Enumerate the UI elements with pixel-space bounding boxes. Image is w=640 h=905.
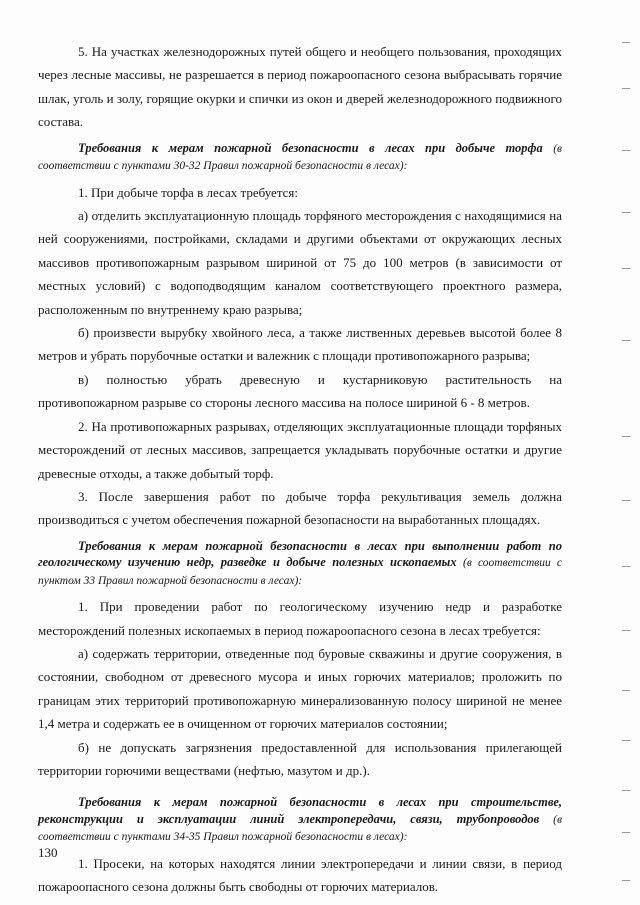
paragraph-peat-1: 1. При добыче торфа в лесах требуется: [78,184,299,200]
scan-mark [622,566,630,567]
scan-mark [622,340,630,341]
scan-mark [622,630,630,631]
section-note: (в соответствии с пунктами 34-35 Правил пожарной безопасности в лесах): [38,813,562,844]
paragraph-peat-2: 2. На противопожарных разрывах, отделяющих эксплуатационные площади торфяных месторождений от лесных массивов, запрещается укладывать порубочные остатки и другие древесные отходы, а также добытый торф. [38,418,562,481]
paragraph-peat-1a: а) отделить эксплуатационную площадь торфяного месторождения с находящимися на ней сооружениями, постройками, складами и другими объектами от окружающих лесных массивов противопожарным разрывом шириной от 75 до 100 метров (в зависимости от местных условий) с водоподводящим каналом соответствующего проектного размера, расположенным по внутреннему краю разрыва; [38,208,562,317]
scan-mark [622,212,630,213]
paragraph-railway-rules: 5. На участках железнодорожных путей общего и необщего пользования, проходящих через лесные массивы, не разрешается в период пожароопасного сезона выбрасывать горячие шлак, уголь и золу, горящие окурки и спички из окон и дверей железнодорожного подвижного состава. [38,44,562,130]
section-title: Требования к мерам пожарной безопасности в лесах при строительстве, реконструкции и эксплуатации линий электропередачи, связи, трубопроводов [38,795,562,826]
scan-mark [622,740,630,741]
section-note: (в соответствии с пунктом 33 Правил пожарной безопасности в лесах): [38,557,563,587]
scan-mark [622,500,630,501]
scan-mark [622,690,630,691]
section-heading-power-lines [38,794,562,846]
section-heading-geology [38,538,562,590]
section-note: (в соответствии с пунктами 30-32 Правил пожарной безопасности в лесах): [38,142,563,173]
scan-mark [622,832,630,833]
scan-mark [622,790,630,791]
paragraph-peat-1c: в) полностью убрать древесную и кустарниковую растительность на противопожарном разрыве со стороны лесного массива на полосе шириной 6 - 8 метров. [38,371,562,411]
document-body [38,40,562,899]
scan-mark [622,436,630,437]
paragraph-peat-3: 3. После завершения работ по добыче торфа рекультивация земель должна производиться с учетом обеспечения пожарной безопасности на выработанных площадях. [38,488,562,528]
section-title: Требования к мерам пожарной безопасности в лесах при добыче торфа [78,140,543,155]
paragraph-geology-1a: а) содержать территории, отведенные под буровые скважины и другие сооружения, в состоянии, свободном от древесного мусора и иных горючих материалов; проложить по границам этих территорий противопожарную минерализованную полосу шириной не менее 1,4 метра и содержать ее в очищенном от горючих материалов состоянии; [38,646,562,732]
scan-mark [622,42,630,43]
page-number: 130 [38,845,58,860]
section-gap [38,782,562,788]
section-title: Требования к мерам пожарной безопасности в лесах при выполнении работ по геологическому изучению недр, разведке и добыче полезных ископаемых [38,538,562,570]
paragraph-geology-1b: б) не допускать загрязнения предоставленной для использования прилегающей территории горючими веществами (нефтью, мазутом и др.). [38,739,562,779]
scan-mark [622,880,630,881]
scan-mark [622,88,630,89]
paragraph-power-lines-1: 1. Просеки, на которых находятся линии электропередачи и линии связи, в период пожароопасного сезона должны быть свободны от горючих материалов. [38,855,562,895]
paragraph-geology-1: 1. При проведении работ по геологическому изучению недр и разработке месторождений полезных ископаемых в период пожароопасного сезона в лесах требуется: [38,599,562,638]
scan-mark [622,150,630,151]
scan-mark [622,268,630,269]
scan-edge-marks [620,0,640,905]
section-heading-peat [38,140,562,175]
paragraph-peat-1b: б) произвести вырубку хвойного леса, а также лиственных деревьев высотой более 8 метров и убрать порубочные остатки и валежник с площади противопожарного разрыва; [38,325,562,364]
